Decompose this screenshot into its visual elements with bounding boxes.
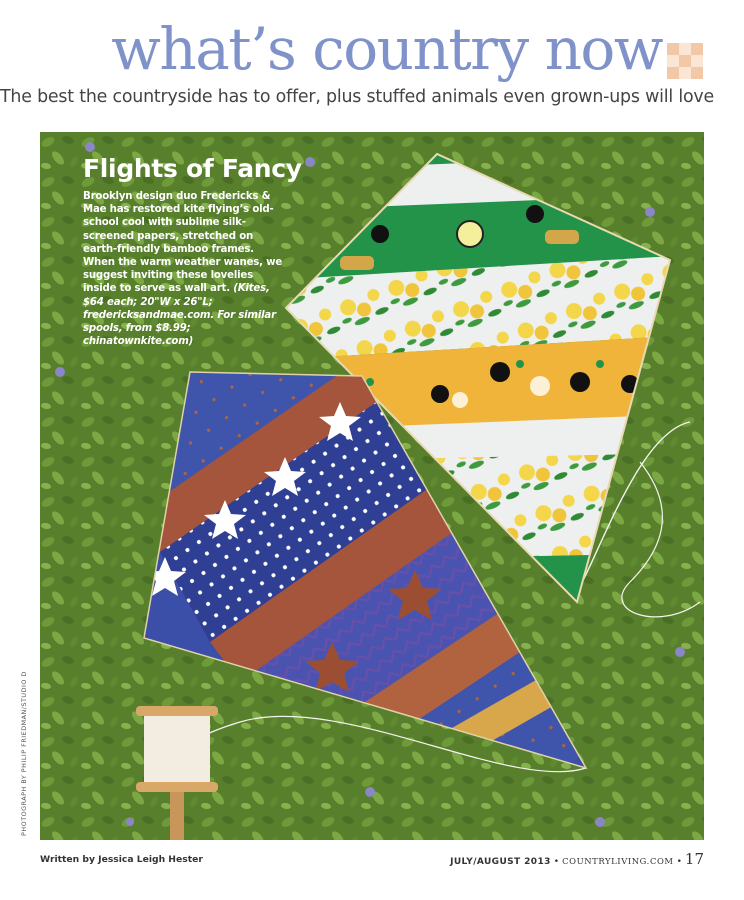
folio-separator: • — [553, 857, 560, 867]
folio — [450, 850, 704, 868]
section-subtitle: The best the countryside has to offer, plus stuffed animals even grown-ups will love — [0, 87, 714, 107]
photo-credit: PHOTOGRAPH BY PHILIP FRIEDMAN/STUDIO D — [20, 671, 28, 836]
kite-photo — [40, 132, 704, 840]
gingham-icon — [667, 43, 703, 79]
feature-caption: (Kites, $64 each; 20"W x 26"L; fredericksandmae.com. For similar spools, from $8.99; chinatownkite.com) — [83, 283, 276, 348]
section-title: what’s country now — [111, 15, 662, 83]
feature-title: Flights of Fancy — [83, 154, 302, 183]
page-number: 17 — [684, 850, 704, 868]
folio-separator-2: • — [676, 857, 682, 867]
issue-date: JULY/AUGUST 2013 — [450, 857, 551, 867]
byline: Written by Jessica Leigh Hester — [40, 854, 203, 865]
feature-body — [83, 190, 288, 348]
feature-text: Brooklyn design duo Fredericks & Mae has restored kite flying’s old-school cool with sublime silk-screened papers, stretched on earth-friendly bamboo frames. When the warm weather wanes, we suggest inviting these lovelies inside to serve as wall art. — [83, 191, 283, 295]
site-name: COUNTRYLIVING.COM — [562, 856, 674, 866]
